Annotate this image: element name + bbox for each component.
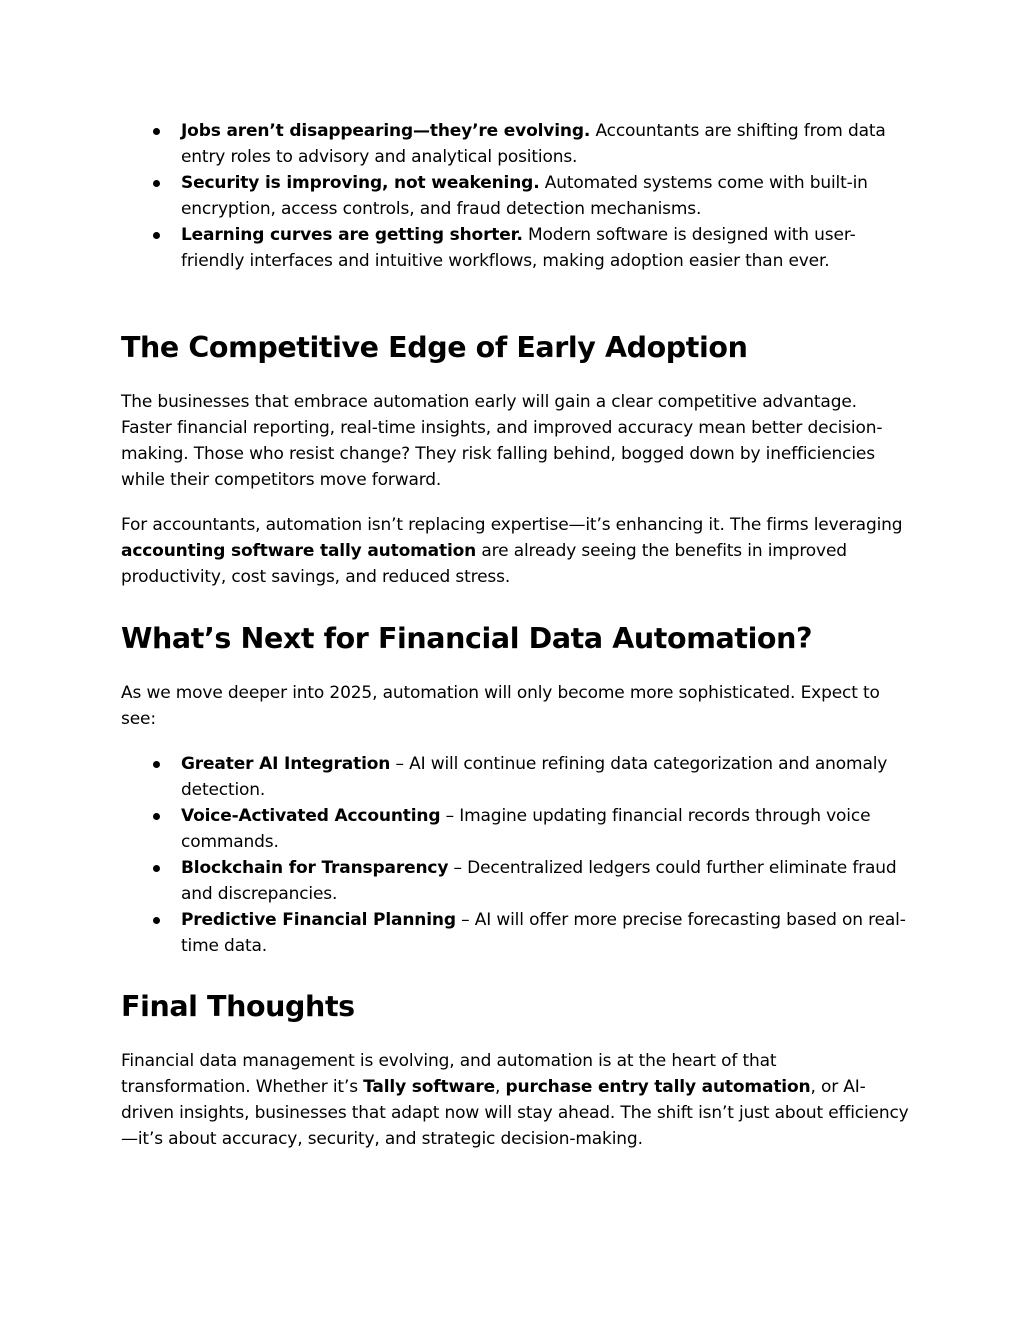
paragraph-text: For accountants, automation isn’t replacing expertise—it’s enhancing it. The firms leveraging [121, 515, 903, 535]
list-item-title: Security is improving, not weakening. [181, 173, 540, 193]
top-bullet-list [150, 118, 910, 274]
paragraph-text: , or AI-driven insights, businesses that adapt now will stay ahead. The shift isn’t just about efficiency—it’s about accuracy, security, and strategic decision-making. [121, 1077, 909, 1149]
paragraph [121, 512, 911, 590]
paragraph-text: Financial data management is evolving, and automation is at the heart of that transformation. Whether it’s [121, 1051, 777, 1097]
section-heading: The Competitive Edge of Early Adoption [121, 331, 748, 364]
paragraph-text: , [495, 1077, 506, 1097]
list-item [150, 170, 910, 222]
section-heading: Final Thoughts [121, 990, 355, 1023]
bullet-icon [153, 813, 160, 820]
list-item-title: Learning curves are getting shorter. [181, 225, 523, 245]
list-item [150, 855, 910, 907]
paragraph-text: are already seeing the benefits in improved productivity, cost savings, and reduced stress. [121, 541, 847, 587]
bullet-icon [153, 865, 160, 872]
bullet-icon [153, 180, 160, 187]
bullet-icon [153, 917, 160, 924]
list-item [150, 751, 910, 803]
list-item-text: Modern software is designed with user-friendly interfaces and intuitive workflows, making adoption easier than ever. [181, 225, 856, 271]
list-item-text: Automated systems come with built-in encryption, access controls, and fraud detection mechanisms. [181, 173, 868, 219]
list-item [150, 907, 910, 959]
paragraph: As we move deeper into 2025, automation will only become more sophisticated. Expect to see: [121, 683, 880, 729]
list-item-text: – AI will offer more precise forecasting based on real-time data. [181, 910, 906, 956]
emphasis-text: accounting software tally automation [121, 541, 477, 561]
list-item-title: Predictive Financial Planning [181, 910, 456, 930]
list-item-title: Jobs aren’t disappearing—they’re evolving. [181, 121, 591, 141]
list-item [150, 222, 910, 274]
paragraph: The businesses that embrace automation early will gain a clear competitive advantage. Faster financial reporting, real-time insights, and improved accuracy mean better decision-making. Those who resist change? They risk falling behind, bogged down by inefficiencies while their competitors move forward. [121, 392, 883, 490]
list-item-title: Greater AI Integration [181, 754, 391, 774]
bullet-icon [153, 232, 160, 239]
list-item [150, 118, 910, 170]
list-item-title: Voice-Activated Accounting [181, 806, 441, 826]
paragraph [121, 1048, 911, 1152]
list-item-text: – Decentralized ledgers could further eliminate fraud and discrepancies. [181, 858, 897, 904]
list-item-title: Blockchain for Transparency [181, 858, 449, 878]
section-heading: What’s Next for Financial Data Automation? [121, 622, 813, 655]
list-item-text: Accountants are shifting from data entry roles to advisory and analytical positions. [181, 121, 886, 167]
list-item-text: – Imagine updating financial records through voice commands. [181, 806, 871, 852]
list-item-text: – AI will continue refining data categorization and anomaly detection. [181, 754, 888, 800]
list-item [150, 803, 910, 855]
bullet-icon [153, 128, 160, 135]
emphasis-text: purchase entry tally automation [505, 1077, 811, 1097]
predictions-list [150, 751, 910, 959]
emphasis-text: Tally software [363, 1077, 496, 1097]
bullet-icon [153, 761, 160, 768]
